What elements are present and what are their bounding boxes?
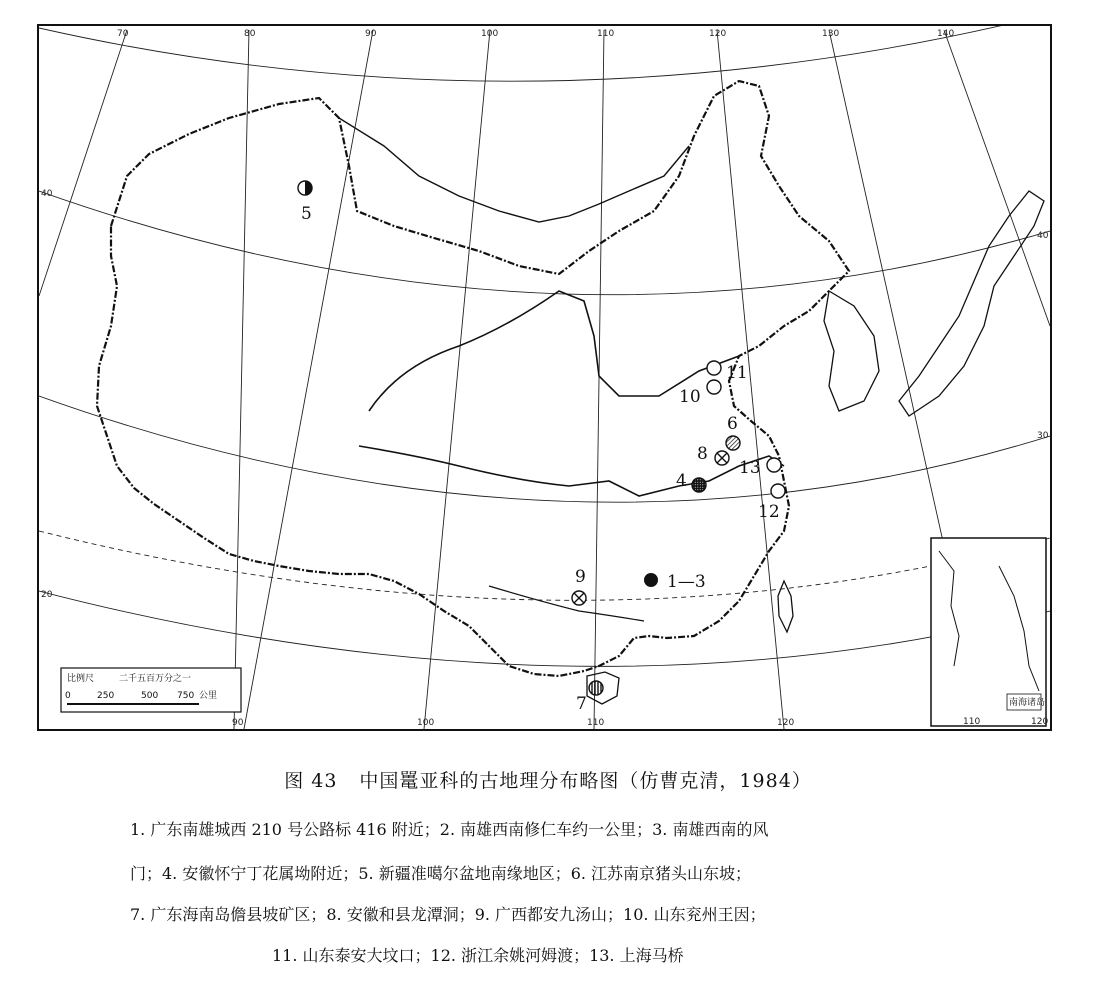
site-10	[679, 380, 721, 407]
map-canvas	[39, 26, 1050, 729]
scale-tick: 750	[177, 691, 195, 701]
hatched-circle-marker	[726, 436, 740, 450]
figure-caption	[0, 766, 1096, 793]
lon-label-top: 120	[709, 29, 727, 39]
open-circle-marker	[707, 380, 721, 394]
vertical-hatched-circle-marker	[589, 681, 603, 695]
lat-label-left: 40	[41, 189, 53, 199]
legend-line: 1. 广东南雄城西 210 号公路标 416 附近；2. 南雄西南修仁车约一公里；3. 南雄西南的风	[130, 820, 769, 839]
lon-label-top: 140	[937, 29, 955, 39]
inset-label: 南海诸岛	[1009, 698, 1046, 708]
filled-circle-marker	[644, 573, 658, 587]
site-6	[726, 414, 740, 450]
site-label: 9	[575, 567, 586, 587]
figure-title: 中国鼍亚科的古地理分布略图（仿曹克清，1984）	[359, 770, 812, 792]
site-label: 12	[758, 502, 780, 522]
site-12	[758, 484, 785, 522]
site-label: 11	[726, 363, 748, 383]
taiwan-outline	[778, 581, 793, 632]
lat-label-left: 20	[41, 590, 53, 600]
lon-label-top: 110	[597, 29, 615, 39]
legend-line: 7. 广东海南岛儋县坡矿区；8. 安徽和县龙潭洞；9. 广西都安九汤山；10. 山东兖州王因；	[130, 905, 766, 924]
figure-number: 图 43	[284, 770, 338, 792]
site-label: 8	[697, 444, 708, 464]
graticule-parallels	[39, 26, 1050, 666]
south-china-sea-inset	[931, 538, 1048, 727]
legend-line: 门；4. 安徽怀宁丁花属坳附近；5. 新疆准噶尔盆地南缘地区；6. 江苏南京猪头山东坡；	[130, 864, 752, 883]
graticule-meridians	[39, 30, 1050, 729]
site-label: 5	[301, 204, 312, 224]
site-label: 10	[679, 387, 701, 407]
site-label: 7	[576, 694, 587, 714]
site-8	[697, 444, 729, 465]
scale-title-right: 二千五百万分之一	[119, 674, 192, 684]
lon-label-bottom: 90	[232, 718, 244, 728]
lat-label-right: 40	[1037, 231, 1049, 241]
site-5	[298, 181, 312, 224]
half-filled-circle-marker	[305, 181, 312, 195]
site-label: 1—3	[667, 572, 706, 592]
scale-unit: 公里	[199, 691, 218, 701]
lon-label-top: 70	[117, 29, 129, 39]
korea-outline	[824, 291, 879, 411]
site-label: 13	[739, 458, 761, 478]
map-frame	[37, 24, 1052, 731]
lon-label-top: 130	[822, 29, 840, 39]
lon-label-bottom: 120	[777, 718, 795, 728]
legend-line: 11. 山东泰安大坟口；12. 浙江余姚河姆渡；13. 上海马桥	[272, 946, 684, 965]
lon-label-top: 90	[365, 29, 377, 39]
scale-tick: 250	[97, 691, 115, 701]
japan-outline	[899, 191, 1044, 416]
site-label: 6	[727, 414, 738, 434]
open-circle-marker	[771, 484, 785, 498]
scale-tick: 500	[141, 691, 159, 701]
open-circle-marker	[707, 361, 721, 375]
site-13	[739, 458, 781, 478]
site-4	[676, 471, 706, 492]
inset-lon-label: 120	[1031, 717, 1049, 727]
pearl-river	[489, 586, 644, 621]
scale-tick: 0	[65, 691, 71, 701]
northern-border	[339, 118, 689, 222]
lon-label-bottom: 100	[417, 718, 435, 728]
lon-label-top: 80	[244, 29, 256, 39]
lon-label-bottom: 110	[587, 718, 605, 728]
lat-label-right: 30	[1037, 431, 1049, 441]
scale-bar	[61, 668, 241, 712]
site-label: 4	[676, 471, 687, 491]
open-circle-marker	[767, 458, 781, 472]
dotted-circle-marker	[692, 478, 706, 492]
site-9	[572, 567, 586, 605]
lon-label-top: 100	[481, 29, 499, 39]
inset-lon-label: 110	[963, 717, 981, 727]
site-1-3	[644, 572, 706, 592]
scale-title-left: 比例尺	[67, 674, 95, 684]
